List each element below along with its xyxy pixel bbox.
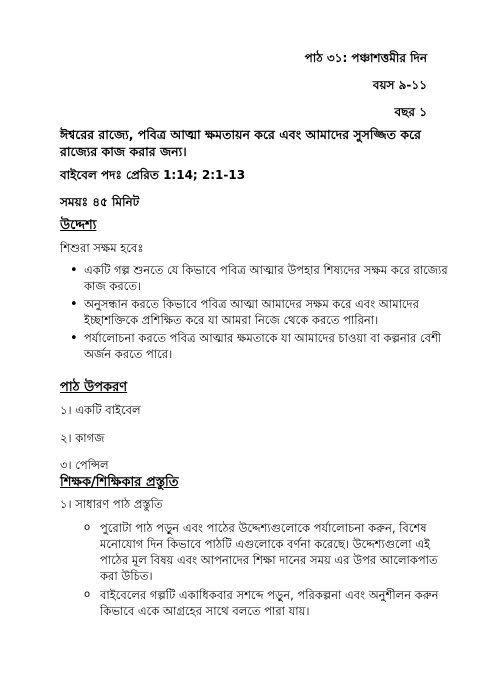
year-label: বছর ১ [394,105,427,119]
preparation-heading: শিক্ষক/শিক্ষিকার প্রস্তুতি [60,475,179,490]
material-item: ২। কাগজ [60,431,105,445]
objectives-heading: উদ্দেশ্য [60,218,97,233]
objectives-intro: শিশুরা সক্ষম হবেঃ [60,241,144,255]
material-item: ৩। পেন্সিল [60,458,109,472]
objectives-list [60,263,456,365]
lesson-title: পাঠ ৩১: পঞ্চাশত্তমীর দিন [304,51,427,65]
materials-heading: পাঠ উপকরণ [60,380,128,395]
lesson-time: সময়ঃ ৪৫ মিনিট [60,195,140,209]
bible-passage: বাইবেল পদঃ প্রেরিত 1:14; 2:1-13 [60,168,246,182]
age-range: বয়স ৯-১১ [372,78,427,92]
preparation-list [84,520,448,622]
lesson-theme: ঈশ্বরের রাজ্যে, পবিত্র আত্মা ক্ষমতায়ন করে এবং আমাদের সুসজ্জিত করে রাজ্যের কাজ করার জন্য। [60,127,421,159]
preparation-item: o পুরোটা পাঠ পড়ুন এবং পাঠের উদ্দেশ্যগুলোকে পর্যালোচনা করুন, বিশেষ মনোযোগ দিন কিভাবে পাঠটি এগুলোকে বর্ণনা করেছে। উদ্দেশ্যগুলো এই পাঠের মূল বিষয় এবং আপনাদের শিক্ষা দানের সময় এর উপর আলোকপাত করা উচিত। [100,520,448,584]
preparation-item: o বাইবেলের গল্পটি একাধিকবার সশব্দে পড়ুন, পরিকল্পনা এবং অনুশীলন করুন কিভাবে একে আগ্রহের সাথে বলতে পারা যায়। [100,587,448,619]
objective-item: • একটি গল্প শুনতে যে কিভাবে পবিত্র আত্মার উপহার শিষ্যদের সক্ষম করে রাজ্যের কাজ করতে। [84,263,456,294]
objective-item: • অনুসন্ধান করতে কিভাবে পবিত্র আত্মা আমাদের সক্ষম করে এবং আমাদের ইচ্ছাশক্তিকে প্রশিক্ষিত করে যা আমরা নিজে থেকে করতে পারিনা। [84,297,456,328]
preparation-subheading: ১। সাধারণ পাঠ প্রস্তুতি [60,497,163,511]
material-item: ১। একটি বাইবেল [60,403,141,417]
objective-item: • পর্যালোচনা করতে পবিত্র আত্মার ক্ষমতাকে যা আমাদের চাওয়া বা কল্পনার বেশী অর্জন করতে পারে। [84,331,456,362]
